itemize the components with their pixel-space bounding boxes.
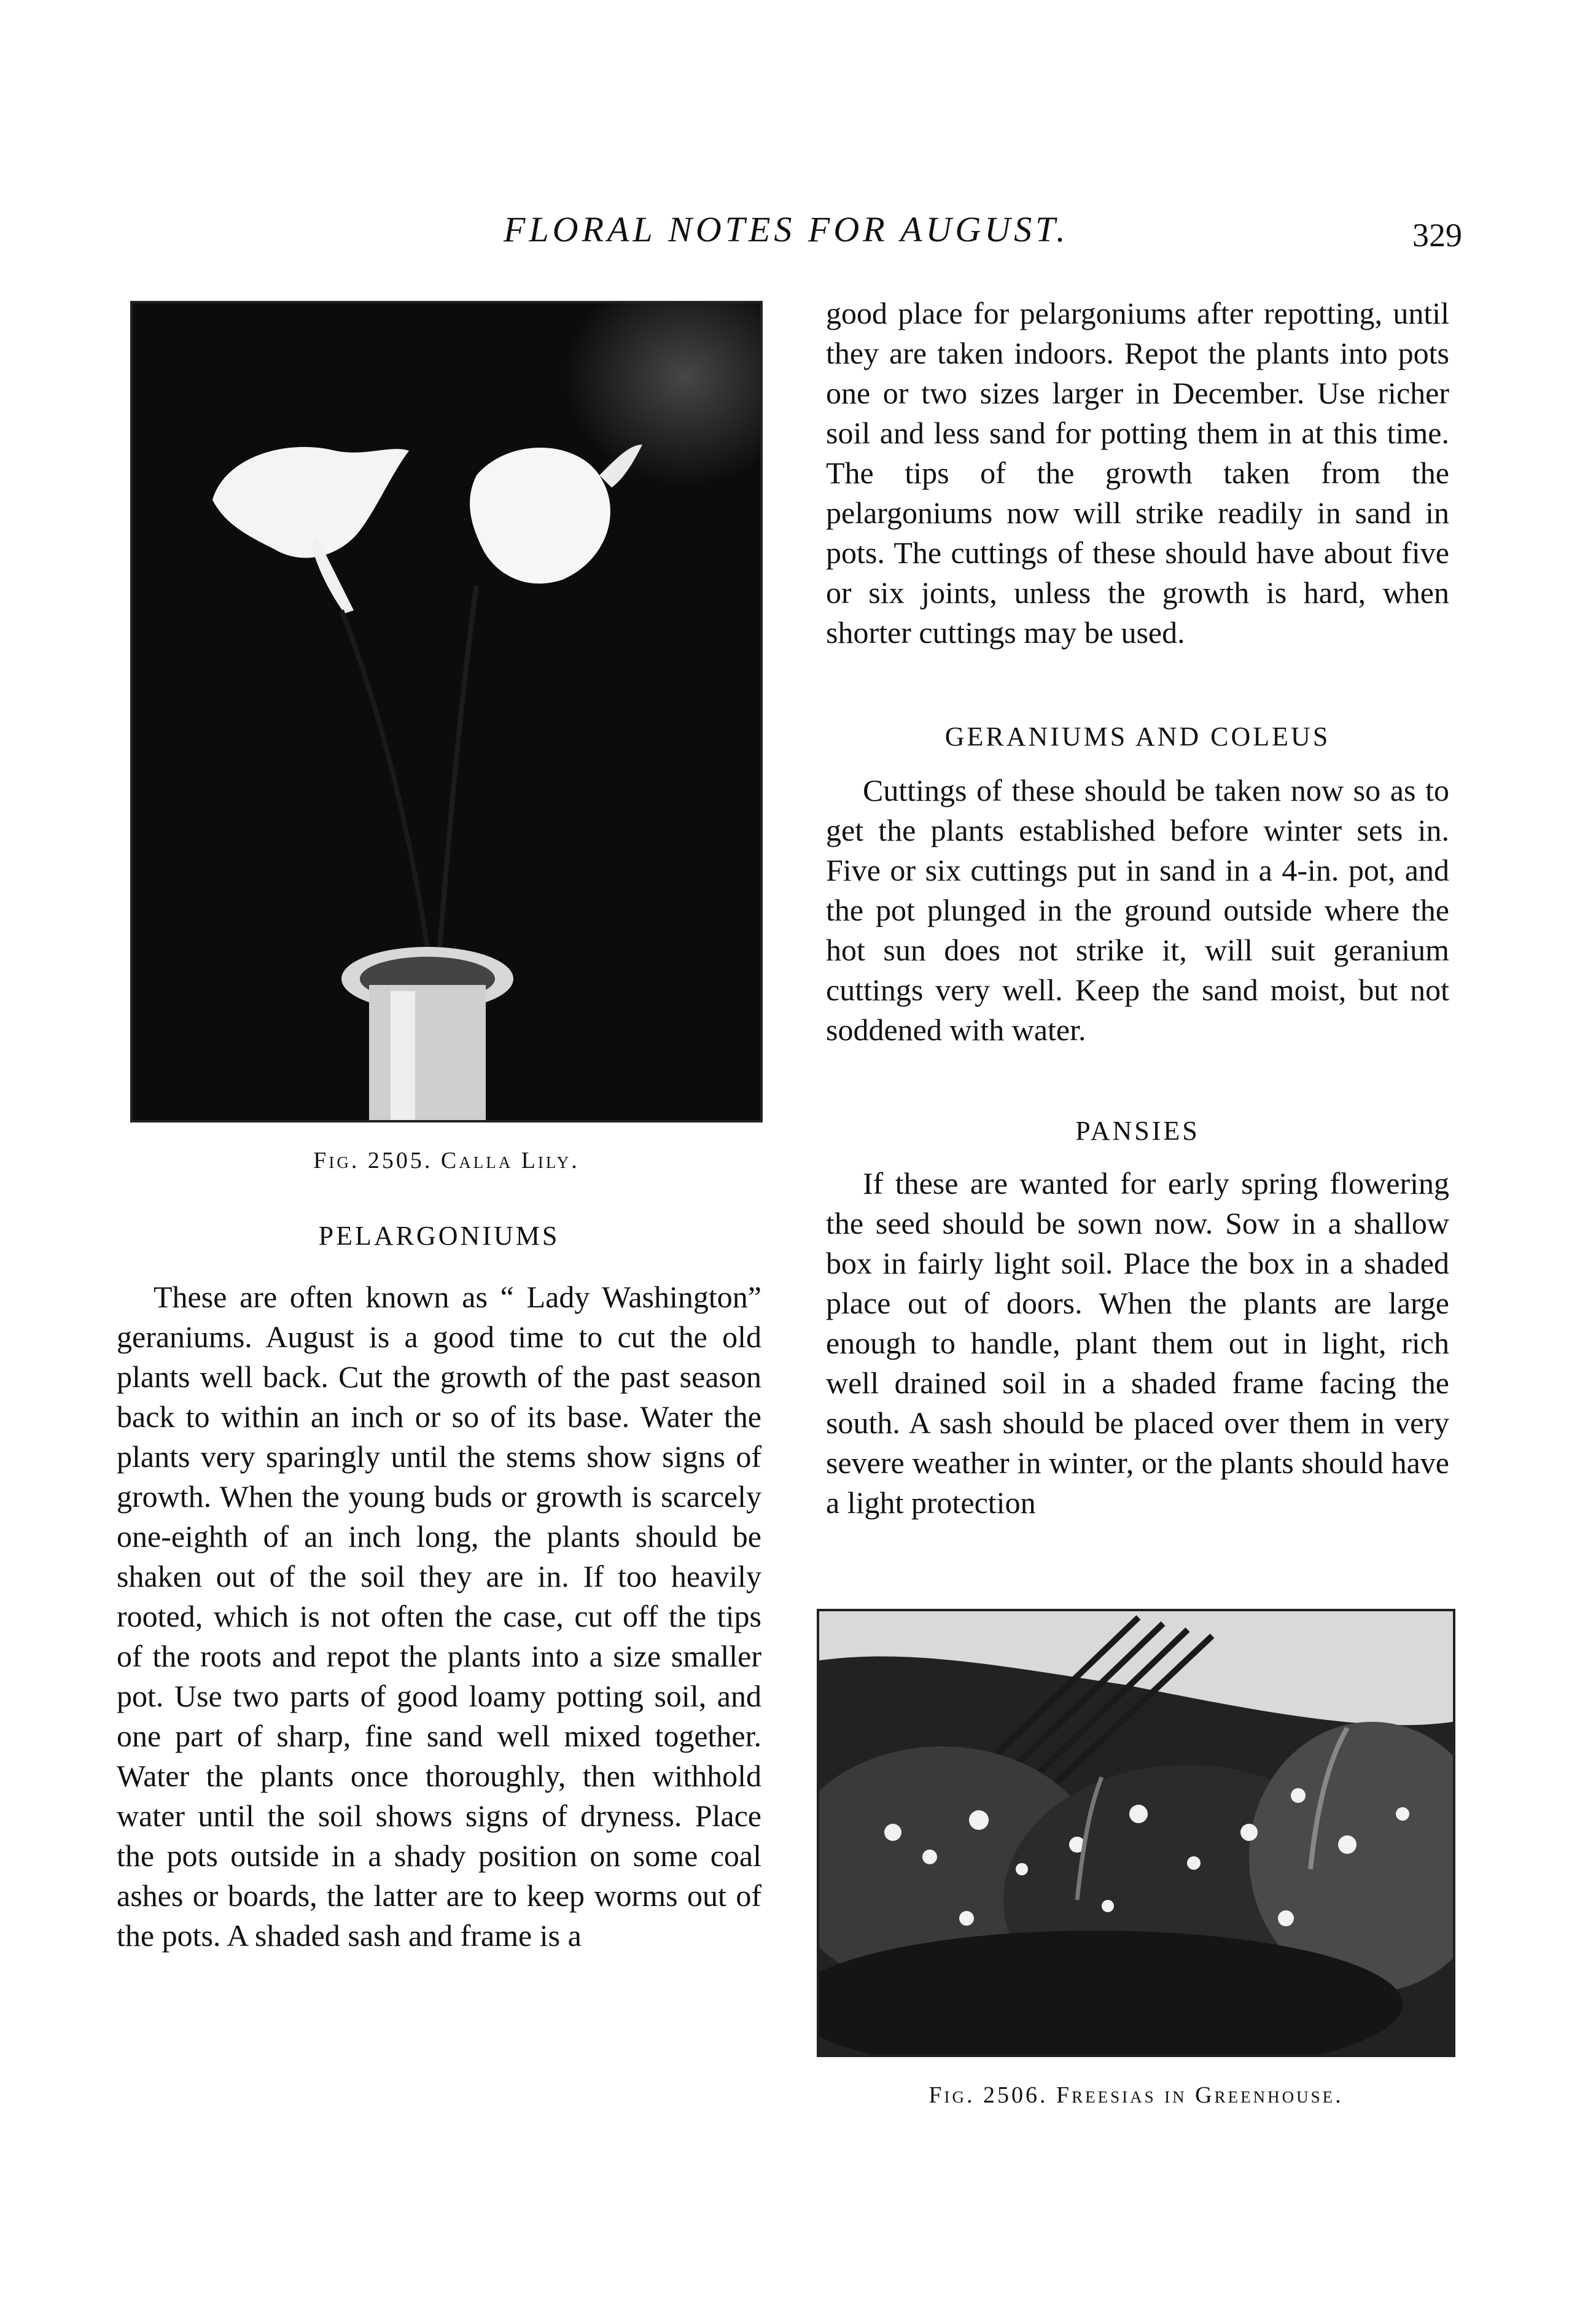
- left-column-text: [117, 1277, 761, 1956]
- pansies-text: [826, 1164, 1449, 1523]
- calla-lily-caption: Fig. 2505. Calla Lily.: [313, 1148, 580, 1173]
- freesias-greenhouse-photo: [817, 1609, 1455, 2057]
- page-number: 329: [1412, 217, 1462, 254]
- geraniums-heading: GERANIUMS AND COLEUS: [944, 722, 1331, 752]
- pansies-heading: PANSIES: [1075, 1116, 1200, 1146]
- pansies-paragraph: If these are wanted for early spring flowering the seed should be sown now. Sow in a shallow box in fairly light soil. Place the box in a shaded place out of doors. When the plants are large enough to handle, plant them out in light, rich well drained soil in a shaded frame facing the south. A sash should be placed over them in very severe weather in winter, or the plants should have a light protection: [826, 1166, 1449, 1520]
- geraniums-paragraph: Cuttings of these should be taken now so as to get the plants established before winter sets in. Five or six cuttings put in sand in a 4-in. pot, and the pot plunged in the ground outside where the hot sun does not strike it, will suit geranium cuttings very well. Keep the sand moist, but not soddened with water.: [826, 773, 1449, 1047]
- page-title: FLORAL NOTES FOR AUGUST.: [504, 209, 1069, 249]
- calla-lily-illustration: [133, 303, 760, 1120]
- pelargoniums-paragraph: These are often known as “ Lady Washington” geraniums. August is a good time to cut the old plants well back. Cut the growth of the past season back to within an inch or so of its base. Water the plants very sparingly until the stems show signs of growth. When the young buds or growth is scarcely one-eighth of an inch long, the plants should be shaken out of the soil they are in. If too heavily rooted, which is not often the case, cut off the tips of the roots and repot the plants into a size smaller pot. Use two parts of good loamy potting soil, and one part of sharp, fine sand well mixed together. Water the plants once thoroughly, then withhold water until the soil shows signs of dryness. Place the pots outside in a shady position on some coal ashes or boards, the latter are to keep worms out of the pots. A shaded sash and frame is a: [117, 1280, 761, 1953]
- calla-lily-photo: [130, 301, 763, 1122]
- geraniums-text: [826, 771, 1449, 1050]
- running-head: [0, 209, 1596, 258]
- right-column-top: [826, 294, 1449, 653]
- pelargoniums-heading: PELARGONIUMS: [318, 1221, 560, 1251]
- freesias-caption: Fig. 2506. Freesias in Greenhouse.: [928, 2082, 1344, 2108]
- freesias-illustration: [819, 1611, 1453, 2055]
- pelargoniums-continuation: good place for pelargoniums after repotting, until they are taken indoors. Repot the plants into pots one or two sizes larger in December. Use richer soil and less sand for potting them in at this time. The tips of the growth taken from the pelargoniums now will strike readily in sand in pots. The cuttings of these should have about five or six joints, unless the growth is hard, when shorter cuttings may be used.: [826, 296, 1449, 650]
